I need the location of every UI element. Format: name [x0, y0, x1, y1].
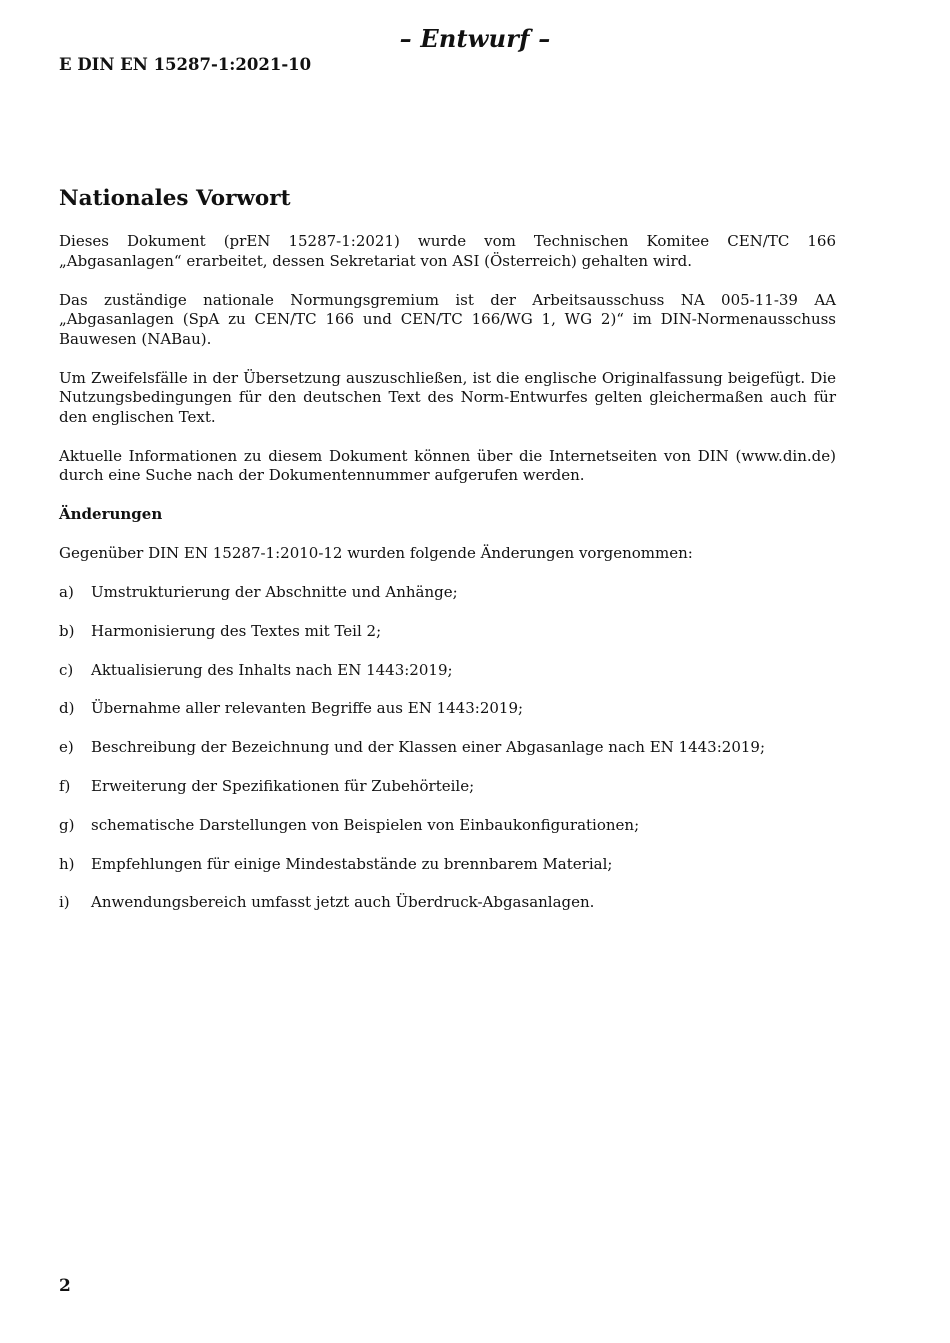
list-marker: d) [59, 699, 75, 718]
list-marker: b) [59, 621, 75, 640]
list-item [59, 738, 836, 758]
list-marker: f) [59, 776, 71, 795]
draft-watermark: – Entwurf – [399, 24, 551, 53]
list-item-text: Harmonisierung des Textes mit Teil 2; [91, 621, 382, 640]
list-item [59, 893, 836, 913]
list-marker: g) [59, 815, 75, 834]
list-item-text: Empfehlungen für einige Mindestabstände zu brennbarem Material; [91, 854, 613, 873]
section-title: Nationales Vorwort [59, 186, 291, 211]
national-foreword-section [59, 186, 836, 932]
changes-heading: Änderungen [59, 505, 163, 523]
list-item-text: schematische Darstellungen von Beispielen von Einbaukonfigurationen; [91, 815, 640, 834]
paragraph: Dieses Dokument (prEN 15287-1:2021) wurde vom Technischen Komitee CEN/TC 166 „Abgasanlagen“ erarbeitet, dessen Sekretariat von ASI (Österreich) gehalten wird. [59, 232, 836, 270]
changes-intro: Gegenüber DIN EN 15287-1:2010-12 wurden folgende Änderungen vorgenommen: [59, 544, 693, 562]
list-marker: e) [59, 738, 74, 757]
list-item-text: Anwendungsbereich umfasst jetzt auch Überdruck-Abgasanlagen. [91, 893, 595, 912]
list-item-text: Übernahme aller relevanten Begriffe aus EN 1443:2019; [91, 699, 524, 718]
list-item-text: Aktualisierung des Inhalts nach EN 1443:2019; [91, 660, 453, 679]
list-item-text: Umstrukturierung der Abschnitte und Anhänge; [91, 583, 458, 601]
list-item [59, 583, 836, 603]
list-marker: h) [59, 854, 75, 873]
list-item [59, 777, 836, 797]
list-item [59, 699, 836, 719]
list-marker: c) [59, 660, 74, 679]
list-item [59, 622, 836, 642]
list-item-text: Erweiterung der Spezifikationen für Zubehörteile; [91, 776, 475, 795]
paragraph: Um Zweifelsfälle in der Übersetzung auszuschließen, ist die englische Originalfassung beigefügt. Die Nutzungsbedingungen für den deutschen Text des Norm-Entwurfes gelten gleichermaßen auch für den englischen Text. [59, 368, 836, 426]
list-marker: a) [59, 583, 74, 601]
page-number: 2 [59, 1276, 71, 1296]
list-item [59, 661, 836, 681]
list-item [59, 855, 836, 875]
changes-list [59, 583, 836, 913]
paragraph: Das zuständige nationale Normungsgremium ist der Arbeitsausschuss NA 005-11-39 AA „Abgasanlagen (SpA zu CEN/TC 166 und CEN/TC 166/WG 1, WG 2)“ im DIN-Normenausschuss Bauwesen (NABau). [59, 290, 836, 348]
paragraph: Aktuelle Informationen zu diesem Dokument können über die Internetseiten von DIN (www.din.de) durch eine Suche nach der Dokumentennummer aufgerufen werden. [59, 446, 836, 484]
list-marker: i) [59, 893, 70, 912]
list-item [59, 816, 836, 836]
document-id: E DIN EN 15287-1:2021-10 [59, 55, 312, 74]
list-item-text: Beschreibung der Bezeichnung und der Klassen einer Abgasanlage nach EN 1443:2019; [91, 738, 766, 757]
